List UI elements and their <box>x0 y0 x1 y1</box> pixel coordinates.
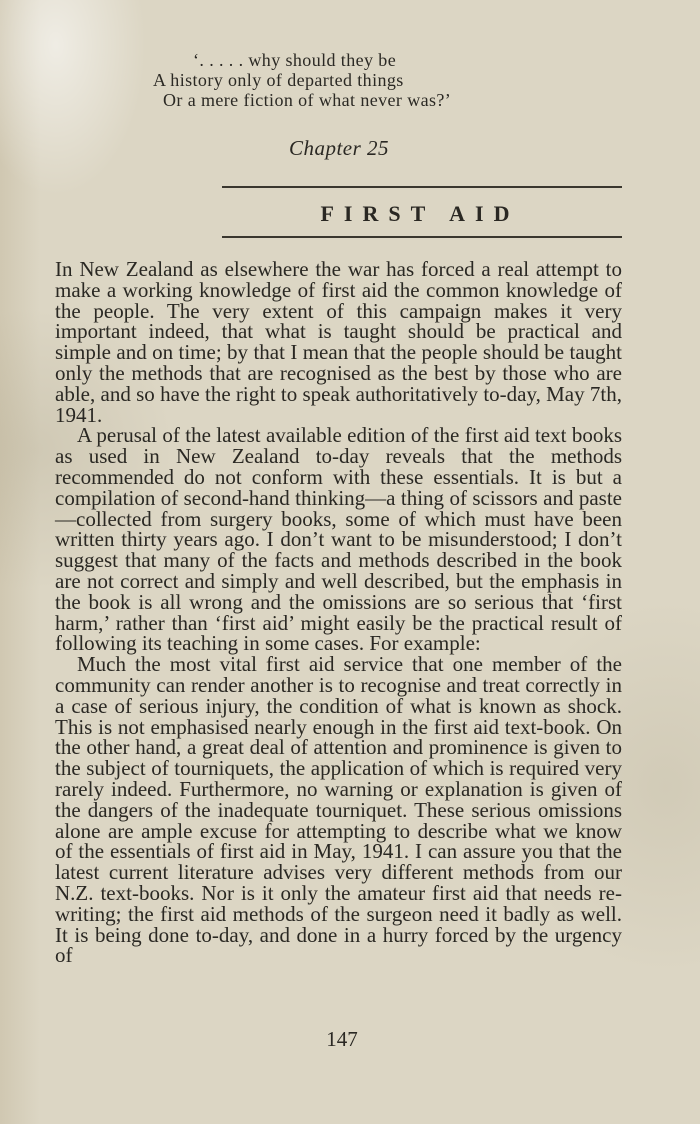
paragraph: Much the most vital first aid service that one member of the community can render another is to recognise and treat correctly in a case of serious injury, the condition of what is known as shock. This is not emphasised nearly enough in the first aid text-book. On the other hand, a great deal of attention and prominence is given to the subject of tourniquets, the application of which is required very rarely indeed. Furthermore, no warning or explanation is given of the dangers of the inadequate tourniquet. These serious omissions alone are ample excuse for attempting to describe what we know of the essentials of first aid in May, 1941. I can assure you that the latest current literature advises very different methods from our N.Z. text-books. Nor is it only the amateur first aid that needs re-writing; the first aid methods of the surgeon need it badly as well. It is being done to-day, and done in a hurry forced by the urgency of <box>55 652 622 968</box>
epigraph-line: ‘. . . . . why should they be <box>193 50 397 70</box>
chapter-label: Chapter 25 <box>288 136 390 160</box>
chapter-title: FIRST AID <box>320 201 520 226</box>
paragraph: A perusal of the latest available edition of the first aid text books as used in New Zealand to-day reveals that the methods recommended do not conform with these essentials. It is but a compilation of second-hand thinking—a thing of scissors and paste—collected from surgery books, some of which must have been written thirty years ago. I don’t want to be misunderstood; I don’t suggest that many of the facts and methods described in the book are not correct and simply and well described, but the emphasis in the book is all wrong and the omissions are so serious that ‘first harm,’ rather than ‘first aid’ might easily be the practical result of following its teaching in some cases. For example: <box>55 423 622 656</box>
page-number: 147 <box>326 1027 358 1051</box>
epigraph-line: A history only of departed things <box>153 70 404 90</box>
epigraph-line: Or a mere fiction of what never was?’ <box>163 90 452 110</box>
paragraph: In New Zealand as elsewhere the war has forced a real attempt to make a working knowledge of first aid the common knowledge of the people. The very extent of this campaign makes it very important indeed, that what is taught should be practical and simple and on time; by that I mean that the people should be taught only the methods that are recognised as the best by those who are able, and so have the right to speak authoritatively to-day, May 7th, 1941. <box>55 257 622 427</box>
title-rule-top <box>222 186 622 188</box>
title-rule-bottom <box>222 236 622 238</box>
epigraph <box>153 50 452 110</box>
body-text <box>55 259 622 966</box>
